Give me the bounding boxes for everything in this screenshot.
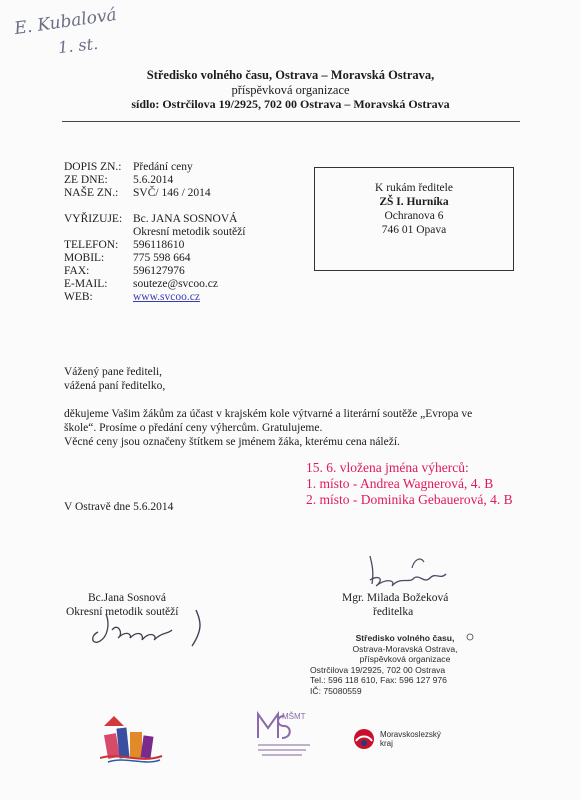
signature-left-scribble xyxy=(88,604,228,652)
handwritten-name: E. Kubalová xyxy=(13,4,118,40)
address-recipient: ZŠ I. Hurníka xyxy=(379,196,449,208)
registered-mark-icon xyxy=(466,633,474,641)
note-heading: 15. 6. vložena jména výherců: xyxy=(306,460,469,475)
meta-row: FAX: 596127976 xyxy=(64,265,185,277)
web-link[interactable]: www.svcoo.cz xyxy=(133,291,200,303)
signature-left-name: Bc.Jana Sosnová xyxy=(88,592,166,604)
greeting-2: vážená paní ředitelko, xyxy=(64,380,166,392)
org-name: Středisko volného času, Ostrava – Moravská Ostrava, xyxy=(146,68,435,82)
handwritten-class: 1. st. xyxy=(57,33,99,58)
meta-row: VYŘIZUJE: Bc. JANA SOSNOVÁ xyxy=(64,213,238,225)
meta-row: MOBIL: 775 598 664 xyxy=(64,252,191,264)
address-box xyxy=(314,167,514,271)
meta-row: ZE DNE: 5.6.2014 xyxy=(64,174,174,186)
children-drawing-logo xyxy=(100,712,164,764)
org-type: příspěvková organizace xyxy=(231,83,350,97)
place-date: V Ostravě dne 5.6.2014 xyxy=(64,501,174,513)
body-paragraph-line: Věcné ceny jsou označeny štítkem se jménem žáka, kterému cena náleží. xyxy=(64,436,400,448)
meta-row: Okresní metodik soutěží xyxy=(133,226,246,238)
moravskoslezsky-kraj-logo xyxy=(352,727,376,751)
body-paragraph-line: škole“. Prosíme o předání ceny výhercům. Gratulujeme. xyxy=(64,422,323,434)
signature-right-name: Mgr. Milada Božeková xyxy=(342,592,449,604)
address-line: 746 01 Opava xyxy=(381,224,447,236)
msmt-logo-text: MŠMT xyxy=(282,712,306,721)
meta-row: TELEFON: 596118610 xyxy=(64,239,185,251)
official-stamp: Středisko volného času, Ostrava-Moravská Ostrava, příspěvková organizace Ostrčilova 19/2925, 702 00 Ostrava Tel.: 596 118 610, Fax: 596 127 976 IČ: 75080559 xyxy=(310,633,458,696)
meta-row: NAŠE ZN.: SVČ/ 146 / 2014 xyxy=(64,187,211,199)
note-winner-1: 1. místo - Andrea Wagnerová, 4. B xyxy=(306,476,494,491)
signature-right-role: ředitelka xyxy=(373,606,414,618)
signature-left-role: Okresní metodik soutěží xyxy=(66,606,179,618)
address-line: Ochranova 6 xyxy=(384,210,444,222)
kraj-logo-text: Moravskoslezský kraj xyxy=(380,730,441,748)
meta-row: WEB: www.svcoo.cz xyxy=(64,291,200,303)
address-line: K rukám ředitele xyxy=(375,182,453,194)
note-winner-2: 2. místo - Dominika Gebauerová, 4. B xyxy=(306,492,513,507)
meta-row: DOPIS ZN.: Předání ceny xyxy=(64,161,193,173)
greeting-1: Vážený pane řediteli, xyxy=(64,366,163,378)
org-seat: sídlo: Ostrčilova 19/2925, 702 00 Ostrava – Moravská Ostrava xyxy=(131,97,450,111)
meta-row: E-MAIL: souteze@svcoo.cz xyxy=(64,278,218,290)
body-paragraph-line: děkujeme Vašim žákům za účast v krajském kole výtvarné a literární soutěže „Evropa ve xyxy=(64,408,473,420)
header-rule xyxy=(62,121,520,122)
